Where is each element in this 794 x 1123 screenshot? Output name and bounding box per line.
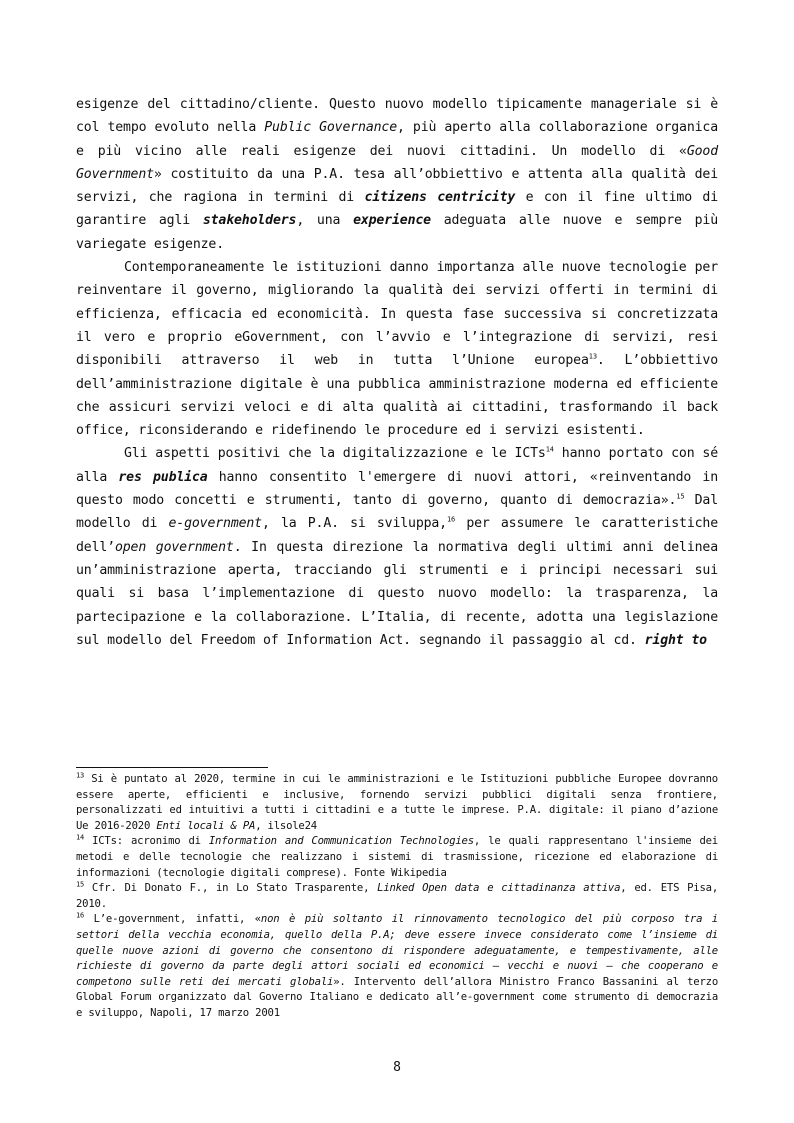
text-run: Gli aspetti positivi che la digitalizzazione e le ICTs bbox=[124, 446, 546, 462]
italic-text: e-government bbox=[168, 516, 262, 532]
footnote-ref: 16 bbox=[446, 515, 456, 524]
footnote-ref: 13 bbox=[76, 771, 85, 780]
footnote bbox=[76, 912, 718, 1021]
emphasis-text: stakeholders bbox=[202, 213, 297, 229]
text-run: » costituito da una P.A. tesa all’obbiettivo e attenta alla qualità dei servizi, che ragiona in termini di bbox=[76, 166, 718, 206]
body-text bbox=[76, 93, 718, 652]
italic-text: Good Government bbox=[76, 143, 718, 182]
text-run: Contemporaneamente le istituzioni danno importanza alle nuove tecnologie per reinventare il governo, migliorando la qualità dei servizi offerti in termini di efficienza, efficacia ed economicità. In questa fase successiva si concretizzata il vero e proprio eGovernment, con l’avvio e l’integrazione di servizi, resi disponibili attraverso il web in tutta l’Unione europea bbox=[76, 260, 718, 369]
footnote-ref: 14 bbox=[76, 833, 85, 842]
paragraph bbox=[76, 442, 718, 652]
footnote-ref: 15 bbox=[676, 492, 685, 501]
italic-text: non è più soltanto il rinnovamento tecnologico del più corposo tra i settori della vecchia economia, quello della P.A; deve essere invece considerato come l’insieme di quelle nuove azioni di governo che consentono di rispondere adeguatamente, e tempestivamente, alle richieste di governo da parte degli attori sociali ed economici — vecchi e nuovi — che cooperano e competono sulle reti dei mercati globali bbox=[76, 913, 718, 988]
text-run: ». Intervento dell’allora Ministro Franco Bassanini al terzo Global Forum organizzato dal Governo Italiano e dedicato all’e-government come strumento di democrazia e sviluppo, Napoli, 17 marzo 2001 bbox=[76, 975, 718, 1019]
text-run: , più aperto alla collaborazione organica e più vicino alle reali esigenze dei nuovi cittadini. Un modello di « bbox=[76, 120, 718, 159]
footnote bbox=[76, 834, 718, 881]
text-run: , ed. ETS Pisa, 2010. bbox=[76, 882, 718, 910]
footnote-ref: 13 bbox=[588, 352, 597, 361]
text-run: Dal modello di bbox=[76, 493, 718, 532]
text-run: , ilsole24 bbox=[255, 819, 317, 832]
text-run: . In questa direzione la normativa degli ultimi anni delinea un’amministrazione aperta, tracciando gli strumenti e i principi necessari sui quali si basa l’implementazione di questo nuovo modello: la trasparenza, la partecipazione e la collaborazione. L’Italia, di recente, adotta una legislazione sul modello del Freedom of Information Act. segnando il passaggio al cd. bbox=[76, 539, 719, 648]
italic-text: open government bbox=[114, 539, 234, 555]
page-number: 8 bbox=[393, 1060, 401, 1075]
emphasis-text: citizens centricity bbox=[364, 190, 516, 206]
text-run: esigenze del cittadino/cliente. Questo nuovo modello tipicamente manageriale si è col tempo evoluto nella bbox=[76, 97, 718, 136]
italic-text: Public Governance bbox=[264, 120, 397, 136]
text-run: adeguata alle nuove e sempre più variegate esigenze. bbox=[76, 213, 718, 252]
italic-text: Enti locali & PA bbox=[156, 819, 256, 832]
text-run: , la P.A. si sviluppa, bbox=[261, 516, 447, 532]
text-run: L’e-government, infatti, « bbox=[84, 913, 261, 926]
emphasis-text: right to bbox=[644, 632, 707, 648]
footnote bbox=[76, 772, 718, 834]
text-run: e con il fine ultimo di garantire agli bbox=[76, 190, 718, 229]
paragraph bbox=[76, 93, 718, 256]
footnote-separator bbox=[76, 767, 268, 768]
italic-text: Linked Open data e cittadinanza attiva bbox=[377, 882, 621, 895]
footnotes bbox=[76, 772, 718, 1022]
text-run: per assumere le caratteristiche dell’ bbox=[76, 516, 719, 555]
emphasis-text: experience bbox=[353, 213, 431, 229]
text-run: , una bbox=[296, 213, 354, 229]
footnote-ref: 16 bbox=[76, 911, 85, 920]
text-run: hanno consentito l'emergere di nuovi attori, «reinventando in questo modo concetti e strumenti, tanto di governo, quanto di democrazia». bbox=[76, 469, 719, 509]
emphasis-text: res publica bbox=[118, 469, 208, 485]
paragraph bbox=[76, 256, 718, 442]
text-run: . L’obbiettivo dell’amministrazione digitale è una pubblica amministrazione moderna ed efficiente che assicuri servizi veloci e di alta qualità ai cittadini, trasformando il back office, riconsiderando e ridefinendo le procedure ed i servizi esistenti. bbox=[76, 353, 718, 439]
text-run: ICTs: acronimo di bbox=[84, 835, 209, 848]
text-run: hanno portato con sé alla bbox=[76, 446, 718, 485]
footnote bbox=[76, 881, 718, 912]
text-run: Cfr. Di Donato F., in Lo Stato Trasparente, bbox=[84, 882, 378, 895]
text-run: , le quali rappresentano l'insieme dei metodi e delle tecnologie che realizzano i sistemi di trasmissione, ricezione ed elaborazione di informazioni (tecnologie digitali comprese). Fonte Wikipedia bbox=[76, 835, 718, 879]
footnote-ref: 15 bbox=[76, 880, 85, 889]
footnote-ref: 14 bbox=[545, 446, 554, 455]
text-run: Si è puntato al 2020, termine in cui le amministrazioni e le Istituzioni pubbliche Europee dovranno essere aperte, efficienti e inclusive, fornendo servizi pubblici digitali senza frontiere, personalizzati ed intuitivi a tutti i cittadini e a tutte le imprese. P.A. digitale: il piano d’azione Ue 2016-2020 bbox=[76, 773, 718, 832]
italic-text: Information and Communication Technologies bbox=[208, 835, 474, 848]
